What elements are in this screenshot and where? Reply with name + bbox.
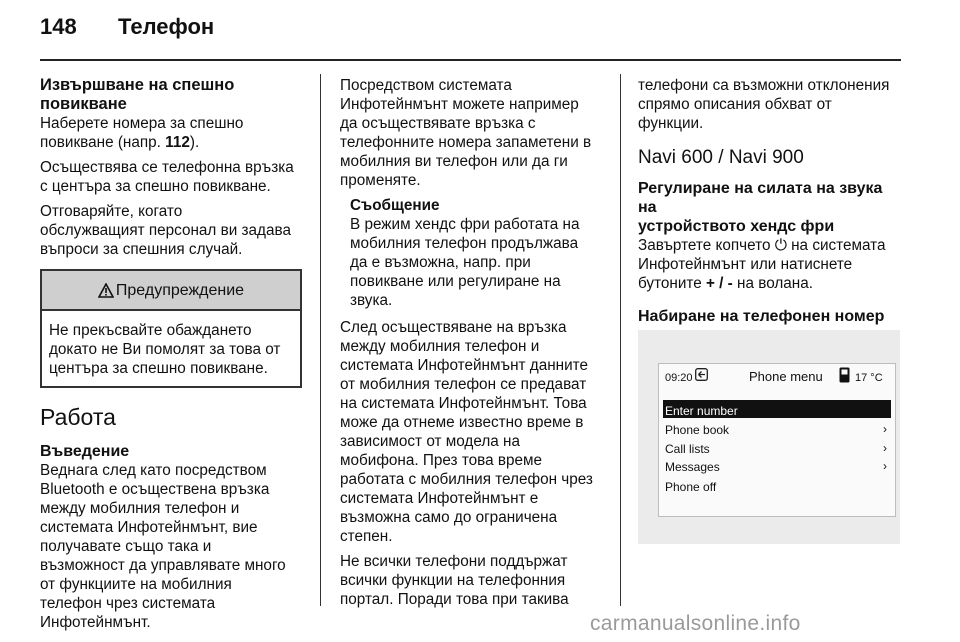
menu-item-label: Phone off <box>665 480 717 494</box>
phone-device-icon <box>839 367 850 383</box>
text-line: телефон чрез системата <box>40 595 216 612</box>
column-left <box>40 76 302 632</box>
text-line: от функциите на мобилния <box>40 576 232 593</box>
warning-text: Не прекъсвайте обаждането докато не Ви помолят за това от центъра за спешно повикване. <box>49 322 281 377</box>
navi-heading: Navi 600 / Navi 900 <box>638 147 804 168</box>
warning-title: Предупреждение <box>115 281 245 299</box>
temperature-text: 17 °C <box>855 372 883 384</box>
volume-paragraph: Завъртете копчето ⏻ на системата Инфотейнмънт или натиснете бутоните + / - на волана. <box>638 237 886 292</box>
back-icon <box>695 368 708 381</box>
menu-item-phone-off[interactable] <box>663 476 891 494</box>
chevron-right-icon: › <box>883 422 887 436</box>
note-title: Съобщение <box>350 197 440 214</box>
text-line: между мобилния телефон и <box>40 500 240 517</box>
menu-item-label: Enter number <box>665 404 738 418</box>
menu-item-phone-book[interactable] <box>663 419 891 437</box>
warning-triangle-icon <box>98 283 114 298</box>
text-line: получавате също така и <box>40 538 212 555</box>
emergency-paragraph-2: Осъществява се телефонна връзка с центъра за спешно повикване. <box>40 159 294 195</box>
introduction-heading: Въведение <box>40 443 130 460</box>
screen-status-bar <box>659 364 895 386</box>
text-line: възможност да управлявате много <box>40 557 286 574</box>
infotainment-paragraph: Посредством системата Инфотейнмънт можете например да осъществявате връзка с телефонните номера запаметени в мобилния ви телефон или да ги променяте. <box>340 77 592 189</box>
menu-item-label: Call lists <box>665 442 710 456</box>
deviation-paragraph: телефони са възможни отклонения спрямо описания обхват от функции. <box>638 77 890 132</box>
compatibility-paragraph: Не всички телефони поддържат всички функции на телефонния портал. Поради това при такива <box>340 553 569 608</box>
emergency-call-heading: Извършване на спешно повикване <box>40 76 235 113</box>
introduction-paragraph <box>40 461 302 632</box>
warning-header <box>42 271 300 311</box>
menu-item-label: Messages <box>665 460 720 474</box>
text-line: Инфотейнмънт. <box>40 614 151 631</box>
menu-item-messages[interactable] <box>663 456 891 474</box>
page-title: Телефон <box>118 14 215 39</box>
dial-heading: Набиране на телефонен номер <box>638 308 885 325</box>
volume-heading: Регулиране на силата на звука на устройството хендс фри <box>638 180 883 235</box>
emergency-paragraph-3: Отговаряйте, когато обслужващият персонал ви задава въпроси за спешния случай. <box>40 203 291 258</box>
column-divider-2 <box>620 74 621 606</box>
note-box: Съобщение В режим хендс фри работата на мобилния телефон продължава да е възможна, напр. при повикване или регулиране на звука. <box>350 196 604 310</box>
data-transfer-paragraph: След осъществяване на връзка между мобилния телефон и системата Инфотейнмънт данните от мобилния телефон се предават на системата Инфотейнмънт. Това може да отнеме известно време в зависимост от модела на мобифона. През това време работата с мобилния телефон чрез системата Инфотейнмънт е възможна само до ограничена степен. <box>340 319 593 545</box>
emergency-paragraph-1: Наберете номера за спешно повикване (напр. 112). <box>40 115 244 151</box>
screen-title: Phone menu <box>749 369 823 384</box>
column-divider-1 <box>320 74 321 606</box>
menu-item-call-lists[interactable] <box>663 438 891 456</box>
page-header <box>40 14 900 52</box>
warning-box <box>40 269 302 388</box>
phone-menu-screenshot <box>638 330 900 544</box>
menu-item-label: Phone book <box>665 423 730 437</box>
header-rule <box>40 59 901 61</box>
text-line: системата Инфотейнмънт, вие <box>40 519 258 536</box>
page-number: 148 <box>40 14 77 39</box>
power-knob-icon: ⏻ <box>774 237 787 254</box>
column-middle <box>340 76 604 615</box>
column-right <box>638 76 902 544</box>
menu-item-enter-number[interactable] <box>663 400 891 418</box>
clock-text: 09:20 <box>665 372 693 384</box>
operation-heading: Работа <box>40 404 116 430</box>
chevron-right-icon: › <box>883 459 887 473</box>
text-line: Веднага след като посредством <box>40 462 267 479</box>
text-line: Bluetooth е осъществена връзка <box>40 481 270 498</box>
chevron-right-icon: › <box>883 441 887 455</box>
phone-menu-screen <box>658 363 896 517</box>
watermark: carmanualsonline.info <box>590 612 801 635</box>
